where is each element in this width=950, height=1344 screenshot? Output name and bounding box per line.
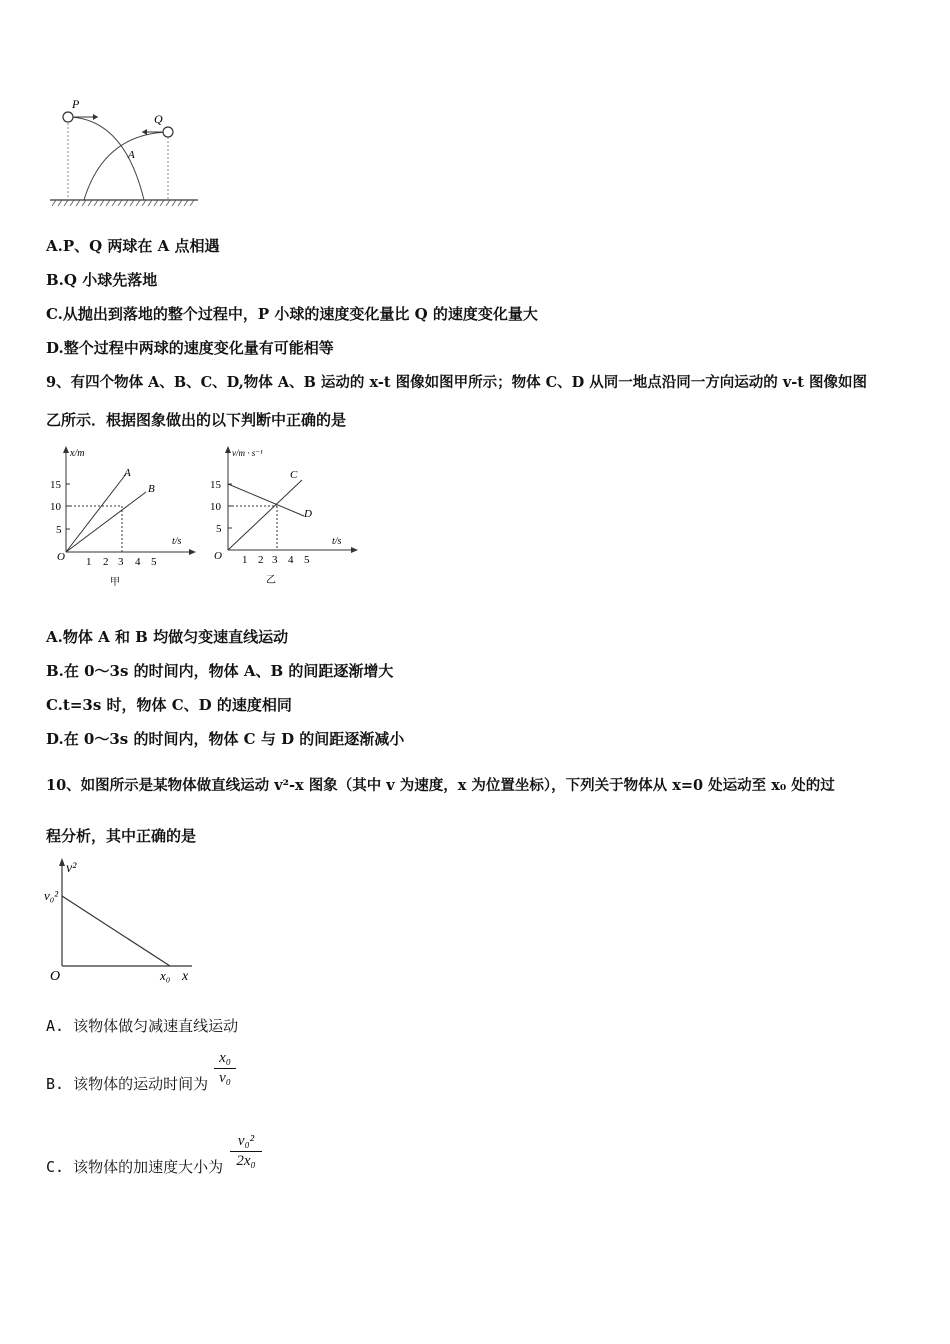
- q10-option-c: C. 该物体的加速度大小为: [46, 1158, 224, 1176]
- svg-text:v/m · s⁻¹: v/m · s⁻¹: [232, 448, 263, 458]
- q10-option-c-fraction: v₀² 2x₀: [230, 1133, 262, 1170]
- svg-text:x₀: x₀: [160, 968, 171, 983]
- q9-stem-line2: 乙所示．根据图象做出的以下判断中正确的是: [46, 411, 347, 429]
- svg-text:10: 10: [210, 501, 221, 513]
- q9-option-a: A.物体 A 和 B 均做匀变速直线运动: [46, 628, 289, 646]
- series-d-label: D: [304, 508, 312, 520]
- caption-yi: 乙: [266, 575, 276, 586]
- series-b-line: [66, 492, 146, 552]
- svg-text:4: 4: [135, 556, 141, 568]
- projectile-figure: [44, 96, 204, 212]
- q10-stem-line2: 程分析，其中正确的是: [46, 827, 197, 845]
- svg-text:t/s: t/s: [332, 536, 342, 547]
- series-b-label: B: [148, 483, 155, 495]
- label-p: P: [72, 97, 80, 111]
- svg-text:x: x: [182, 969, 189, 984]
- q10-stem-line1: 10、如图所示是某物体做直线运动 v²-x 图象（其中 v 为速度，x 为位置坐标），下列关于物体从 x=0 处运动至 x₀ 处的过: [46, 777, 835, 794]
- q10-option-b-fraction: x₀ v₀: [214, 1050, 236, 1087]
- svg-text:5: 5: [56, 524, 62, 536]
- svg-text:1: 1: [86, 556, 92, 568]
- svg-text:5: 5: [151, 556, 157, 568]
- ball-p: [63, 112, 73, 122]
- svg-text:O: O: [50, 969, 61, 984]
- svg-text:3: 3: [272, 554, 278, 566]
- svg-text:5: 5: [216, 523, 222, 535]
- q8-option-a: A.P、Q 两球在 A 点相遇: [46, 237, 220, 255]
- svg-text:15: 15: [210, 479, 221, 491]
- svg-text:v₀²: v₀²: [44, 888, 59, 903]
- svg-text:x/m: x/m: [70, 448, 85, 459]
- series-a-line: [66, 474, 126, 552]
- svg-text:v²: v²: [66, 861, 77, 876]
- svg-text:4: 4: [288, 554, 294, 566]
- chart-v2x: [40, 854, 210, 986]
- svg-text:O: O: [214, 550, 222, 562]
- svg-text:t/s: t/s: [172, 536, 182, 547]
- label-a: A: [128, 149, 135, 161]
- ball-q: [163, 127, 173, 137]
- chart-yi: [206, 444, 366, 594]
- svg-text:1: 1: [242, 554, 248, 566]
- svg-text:15: 15: [50, 479, 61, 491]
- caption-jia: 甲: [110, 577, 120, 588]
- q9-stem-line1: 9、有四个物体 A、B、C、D,物体 A、B 运动的 x-t 图像如图甲所示；物体 C、D 从同一地点沿同一方向运动的 v-t 图像如图: [46, 374, 868, 391]
- q8-option-d: D.整个过程中两球的速度变化量有可能相等: [46, 339, 334, 357]
- v2x-line: [62, 896, 170, 966]
- svg-text:2: 2: [258, 554, 264, 566]
- svg-text:O: O: [57, 551, 65, 563]
- series-c-line: [228, 480, 302, 550]
- q9-option-b: B.在 0～3s 的时间内，物体 A、B 的间距逐渐增大: [46, 662, 394, 680]
- svg-text:10: 10: [50, 501, 61, 513]
- q10-option-a: A. 该物体做匀减速直线运动: [46, 1017, 239, 1035]
- series-a-label: A: [124, 467, 131, 479]
- label-q: Q: [154, 112, 163, 126]
- q8-option-c: C.从抛出到落地的整个过程中，P 小球的速度变化量比 Q 的速度变化量大: [46, 305, 538, 323]
- series-c-label: C: [290, 469, 298, 481]
- q9-option-c: C.t=3s 时，物体 C、D 的速度相同: [46, 696, 292, 714]
- q9-option-d: D.在 0～3s 的时间内，物体 C 与 D 的间距逐渐减小: [46, 730, 405, 748]
- q8-option-b: B.Q 小球先落地: [46, 271, 158, 289]
- q10-option-b: B. 该物体的运动时间为: [46, 1075, 209, 1093]
- svg-text:3: 3: [118, 556, 124, 568]
- svg-text:2: 2: [103, 556, 109, 568]
- chart-jia: [44, 444, 204, 594]
- svg-text:5: 5: [304, 554, 310, 566]
